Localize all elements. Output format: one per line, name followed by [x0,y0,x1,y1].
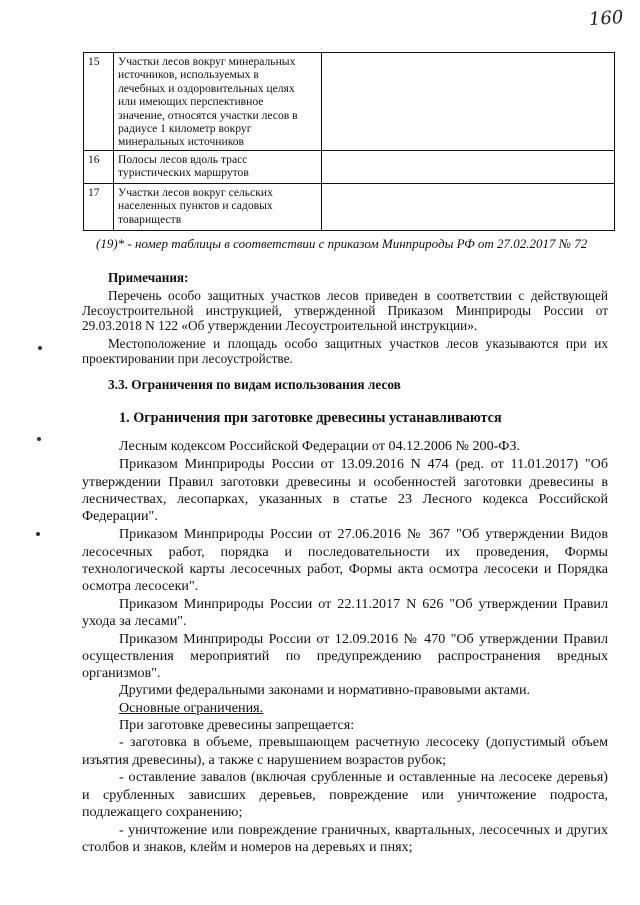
table-row [84,53,615,151]
body-text-line: - оставление завалов (включая срубленные и оставленные на лесосеке деревья) [119,769,608,785]
body-text-line: Приказом Минприроды России от 12.09.2016 № 470 "Об утверждении Правил [119,631,608,647]
protected-areas-table [83,52,615,231]
section-heading: 3.3. Ограничения по видам использования лесов [108,377,401,392]
scan-speck [38,346,42,350]
body-text-line: При заготовке древесины запрещается: [119,717,355,733]
body-text-line: Приказом Минприроды России от 27.06.2016 № 367 "Об утверждении Видов [119,526,608,542]
subsection-heading: 1. Ограничения при заготовке древесины устанавливаются [119,410,502,426]
body-text-line: подлежащего сохранению; [82,804,243,820]
row-description: Участки лесов вокруг минеральных источников, используемых в лечебных и оздоровительных целях или имеющих перспективное значение, относятся участки лесов в радиусе 1 километр вокруг минеральных источников [114,53,322,151]
empty-cell [322,150,615,183]
body-text-line: столбов и знаков, клейм и номеров на деревьях и пнях; [82,839,413,855]
notes-title: Примечания: [108,270,189,285]
table-footnote: (19)* - номер таблицы в соответствии с приказом Минприроды РФ от 27.02.2017 № 72 [96,236,588,251]
body-text-line: утверждении Правил заготовки древесины и особенностей заготовки древесины в [82,474,608,490]
body-text-line: лесничествах, лесопарках, указанных в статье 23 Лесного кодекса Российской [82,491,608,507]
body-text-line: изъятия древесины), а также с нарушением возрастов рубок; [82,752,447,768]
body-text-line: - заготовка в объеме, превышающем расчетную лесосеку (допустимый объем [119,734,608,750]
body-text-line: Основные ограничения. [119,700,264,716]
body-text-line: ухода за лесами". [82,613,187,629]
body-text-line: Лесным кодексом Российской Федерации от 04.12.2006 № 200-ФЗ. [119,438,521,454]
row-description: Участки лесов вокруг сельских населенных пунктов и садовых товариществ [114,183,322,230]
body-text-line: Федерации". [82,508,158,524]
body-text-line: Другими федеральными законами и нормативно-правовыми актами. [119,682,531,698]
row-number: 16 [84,150,114,183]
body-text-line: осмотра лесосеки". [82,578,199,594]
empty-cell [322,183,615,230]
row-description: Полосы лесов вдоль трасс туристических маршрутов [114,150,322,183]
notes-text-line: проектировании при лесоустройстве. [82,351,293,366]
notes-text-line: Перечень особо защитных участков лесов приведен в соответствии с действующей [108,288,608,303]
scan-speck [37,437,41,441]
body-text-line: и срубленных зависших деревьев, повреждение или уничтожение подроста, [82,787,608,803]
table-row [84,150,615,183]
body-text-line: осуществления мероприятий по предупреждению распространения вредных [82,648,608,664]
body-text-line: технологической карты лесосечных работ, Формы акта осмотра лесосеки и Порядка [82,561,608,577]
notes-text-line: Лесоустроительной инструкцией, утвержденной Приказом Минприроды России от [82,303,608,318]
body-text-line: - уничтожение или повреждение граничных, квартальных, лесосечных и других [119,822,608,838]
body-text-line: лесосечных работ, порядка и последовательности их проведения, Формы [82,544,608,560]
scan-speck [36,532,40,536]
row-number: 17 [84,183,114,230]
notes-text-line: Местоположение и площадь особо защитных участков лесов указываются при их [108,336,608,351]
empty-cell [322,53,615,151]
table-row [84,183,615,230]
body-text-line: организмов". [82,665,161,681]
body-text-line: Приказом Минприроды России от 13.09.2016 N 474 (ред. от 11.01.2017) "Об [119,456,608,472]
body-text-line: Приказом Минприроды России от 22.11.2017 N 626 "Об утверждении Правил [119,596,608,612]
handwritten-page-number: 160 [588,6,625,31]
notes-text-line: 29.03.2018 N 122 «Об утверждении Лесоустроительной инструкции». [82,318,478,333]
row-number: 15 [84,53,114,151]
